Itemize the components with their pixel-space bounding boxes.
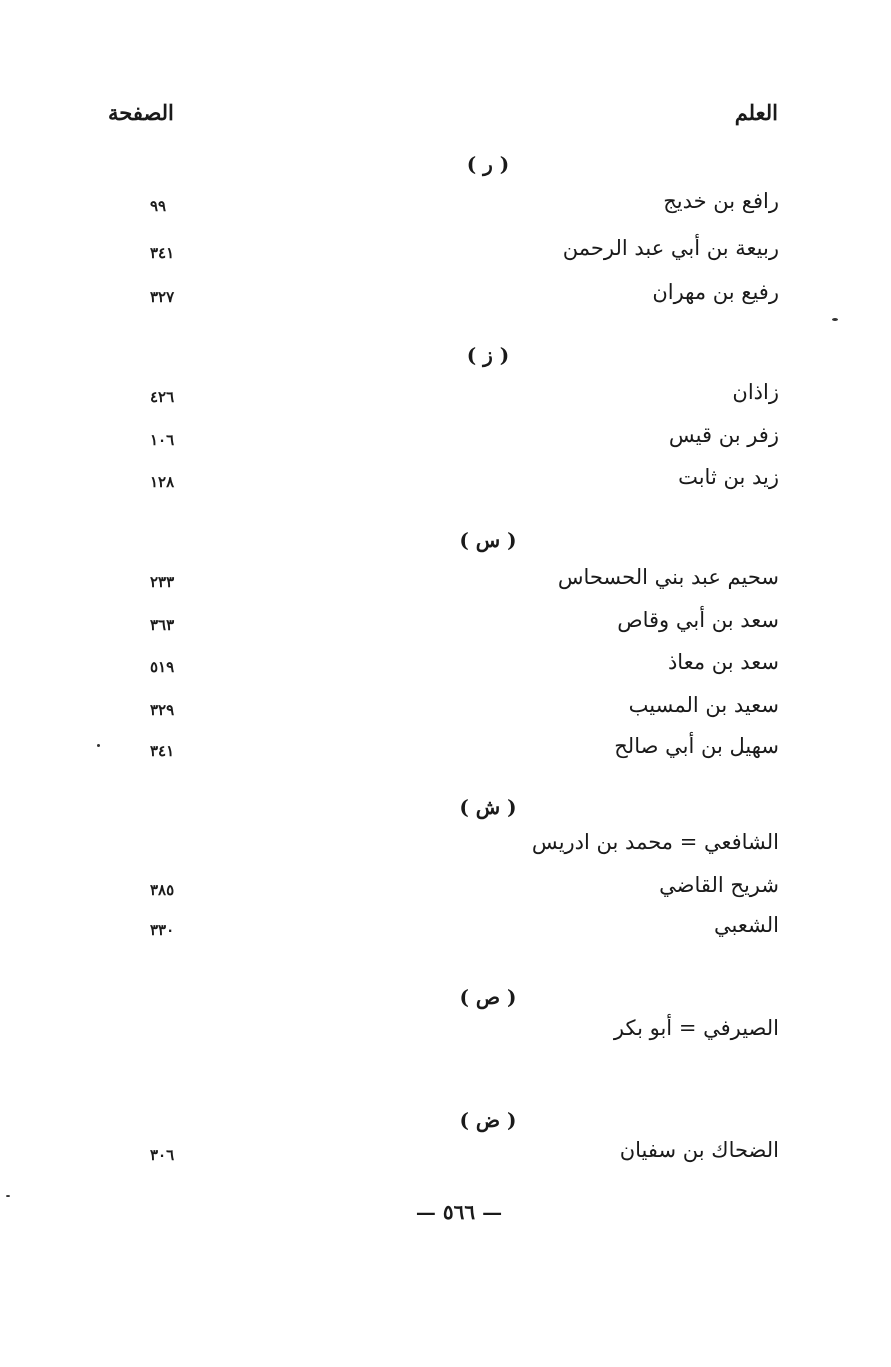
entry-name: الضحاك بن سفيان xyxy=(619,1138,779,1162)
entry-name: الصيرفي = أبو بكر xyxy=(613,1016,779,1040)
entry-name: سعد بن معاذ xyxy=(667,650,779,674)
scan-speck xyxy=(832,318,838,321)
entry-page: ٣٨٥ xyxy=(150,881,175,899)
index-entry xyxy=(0,380,891,414)
entry-name: زاذان xyxy=(732,380,779,404)
entry-page: ٢٣٣ xyxy=(150,573,175,591)
page-column-header: الصفحة xyxy=(108,100,174,125)
index-entry xyxy=(0,693,891,727)
section-letter-shin: ( ش ) xyxy=(459,795,517,819)
entry-page: ٣٣٠ xyxy=(150,921,175,939)
entry-page: ٣٤١ xyxy=(150,742,175,760)
page-number: — ٥٦٦ — xyxy=(415,1200,503,1224)
index-entry xyxy=(0,608,891,642)
entry-page: ٤٢٦ xyxy=(150,388,175,406)
index-entry xyxy=(0,236,891,270)
scan-speck xyxy=(6,1195,10,1197)
section-letter-zay: ( ز ) xyxy=(466,343,510,367)
entry-name: سحيم عبد بني الحسحاس xyxy=(557,565,779,589)
entry-name: رافع بن خديج xyxy=(663,189,779,213)
entry-page: ١٢٨ xyxy=(150,473,175,491)
index-entry xyxy=(0,465,891,499)
entry-name: زفر بن قيس xyxy=(668,423,779,447)
section-letter-sin: ( س ) xyxy=(459,528,517,552)
entry-name: سهيل بن أبي صالح xyxy=(614,734,779,758)
index-entry xyxy=(0,650,891,684)
entry-name: شريح القاضي xyxy=(659,873,779,897)
section-letter-dad: ( ض ) xyxy=(459,1108,517,1132)
index-entry xyxy=(0,423,891,457)
index-entry xyxy=(0,873,891,907)
index-entry xyxy=(0,1138,891,1172)
entry-name: ربيعة بن أبي عبد الرحمن xyxy=(562,236,779,260)
entry-page: ٣٤١ xyxy=(150,244,175,262)
entry-name: سعد بن أبي وقاص xyxy=(617,608,779,632)
name-column-header: العلم xyxy=(734,100,778,125)
entry-page: ٣٠٦ xyxy=(150,1146,175,1164)
entry-name: الشعبي xyxy=(714,913,779,937)
entry-name: زيد بن ثابت xyxy=(678,465,779,489)
section-letter-ra: ( ر ) xyxy=(466,152,510,176)
entry-page: ٣٢٩ xyxy=(150,701,175,719)
index-entry xyxy=(0,830,891,864)
entry-name: رفيع بن مهران xyxy=(652,280,779,304)
scan-speck xyxy=(97,744,100,747)
entry-page: ٩٩ xyxy=(150,197,167,215)
entry-name: الشافعي = محمد بن ادريس xyxy=(531,830,779,854)
entry-name: سعيد بن المسيب xyxy=(628,693,779,717)
index-entry xyxy=(0,189,891,223)
index-entry xyxy=(0,565,891,599)
index-entry xyxy=(0,1016,891,1050)
section-letter-sad: ( ص ) xyxy=(459,985,517,1009)
entry-page: ٥١٩ xyxy=(150,658,175,676)
entry-page: ٣٢٧ xyxy=(150,288,175,306)
index-entry xyxy=(0,913,891,947)
index-entry xyxy=(0,280,891,314)
entry-page: ٣٦٣ xyxy=(150,616,175,634)
index-entry xyxy=(0,734,891,768)
entry-page: ١٠٦ xyxy=(150,431,175,449)
